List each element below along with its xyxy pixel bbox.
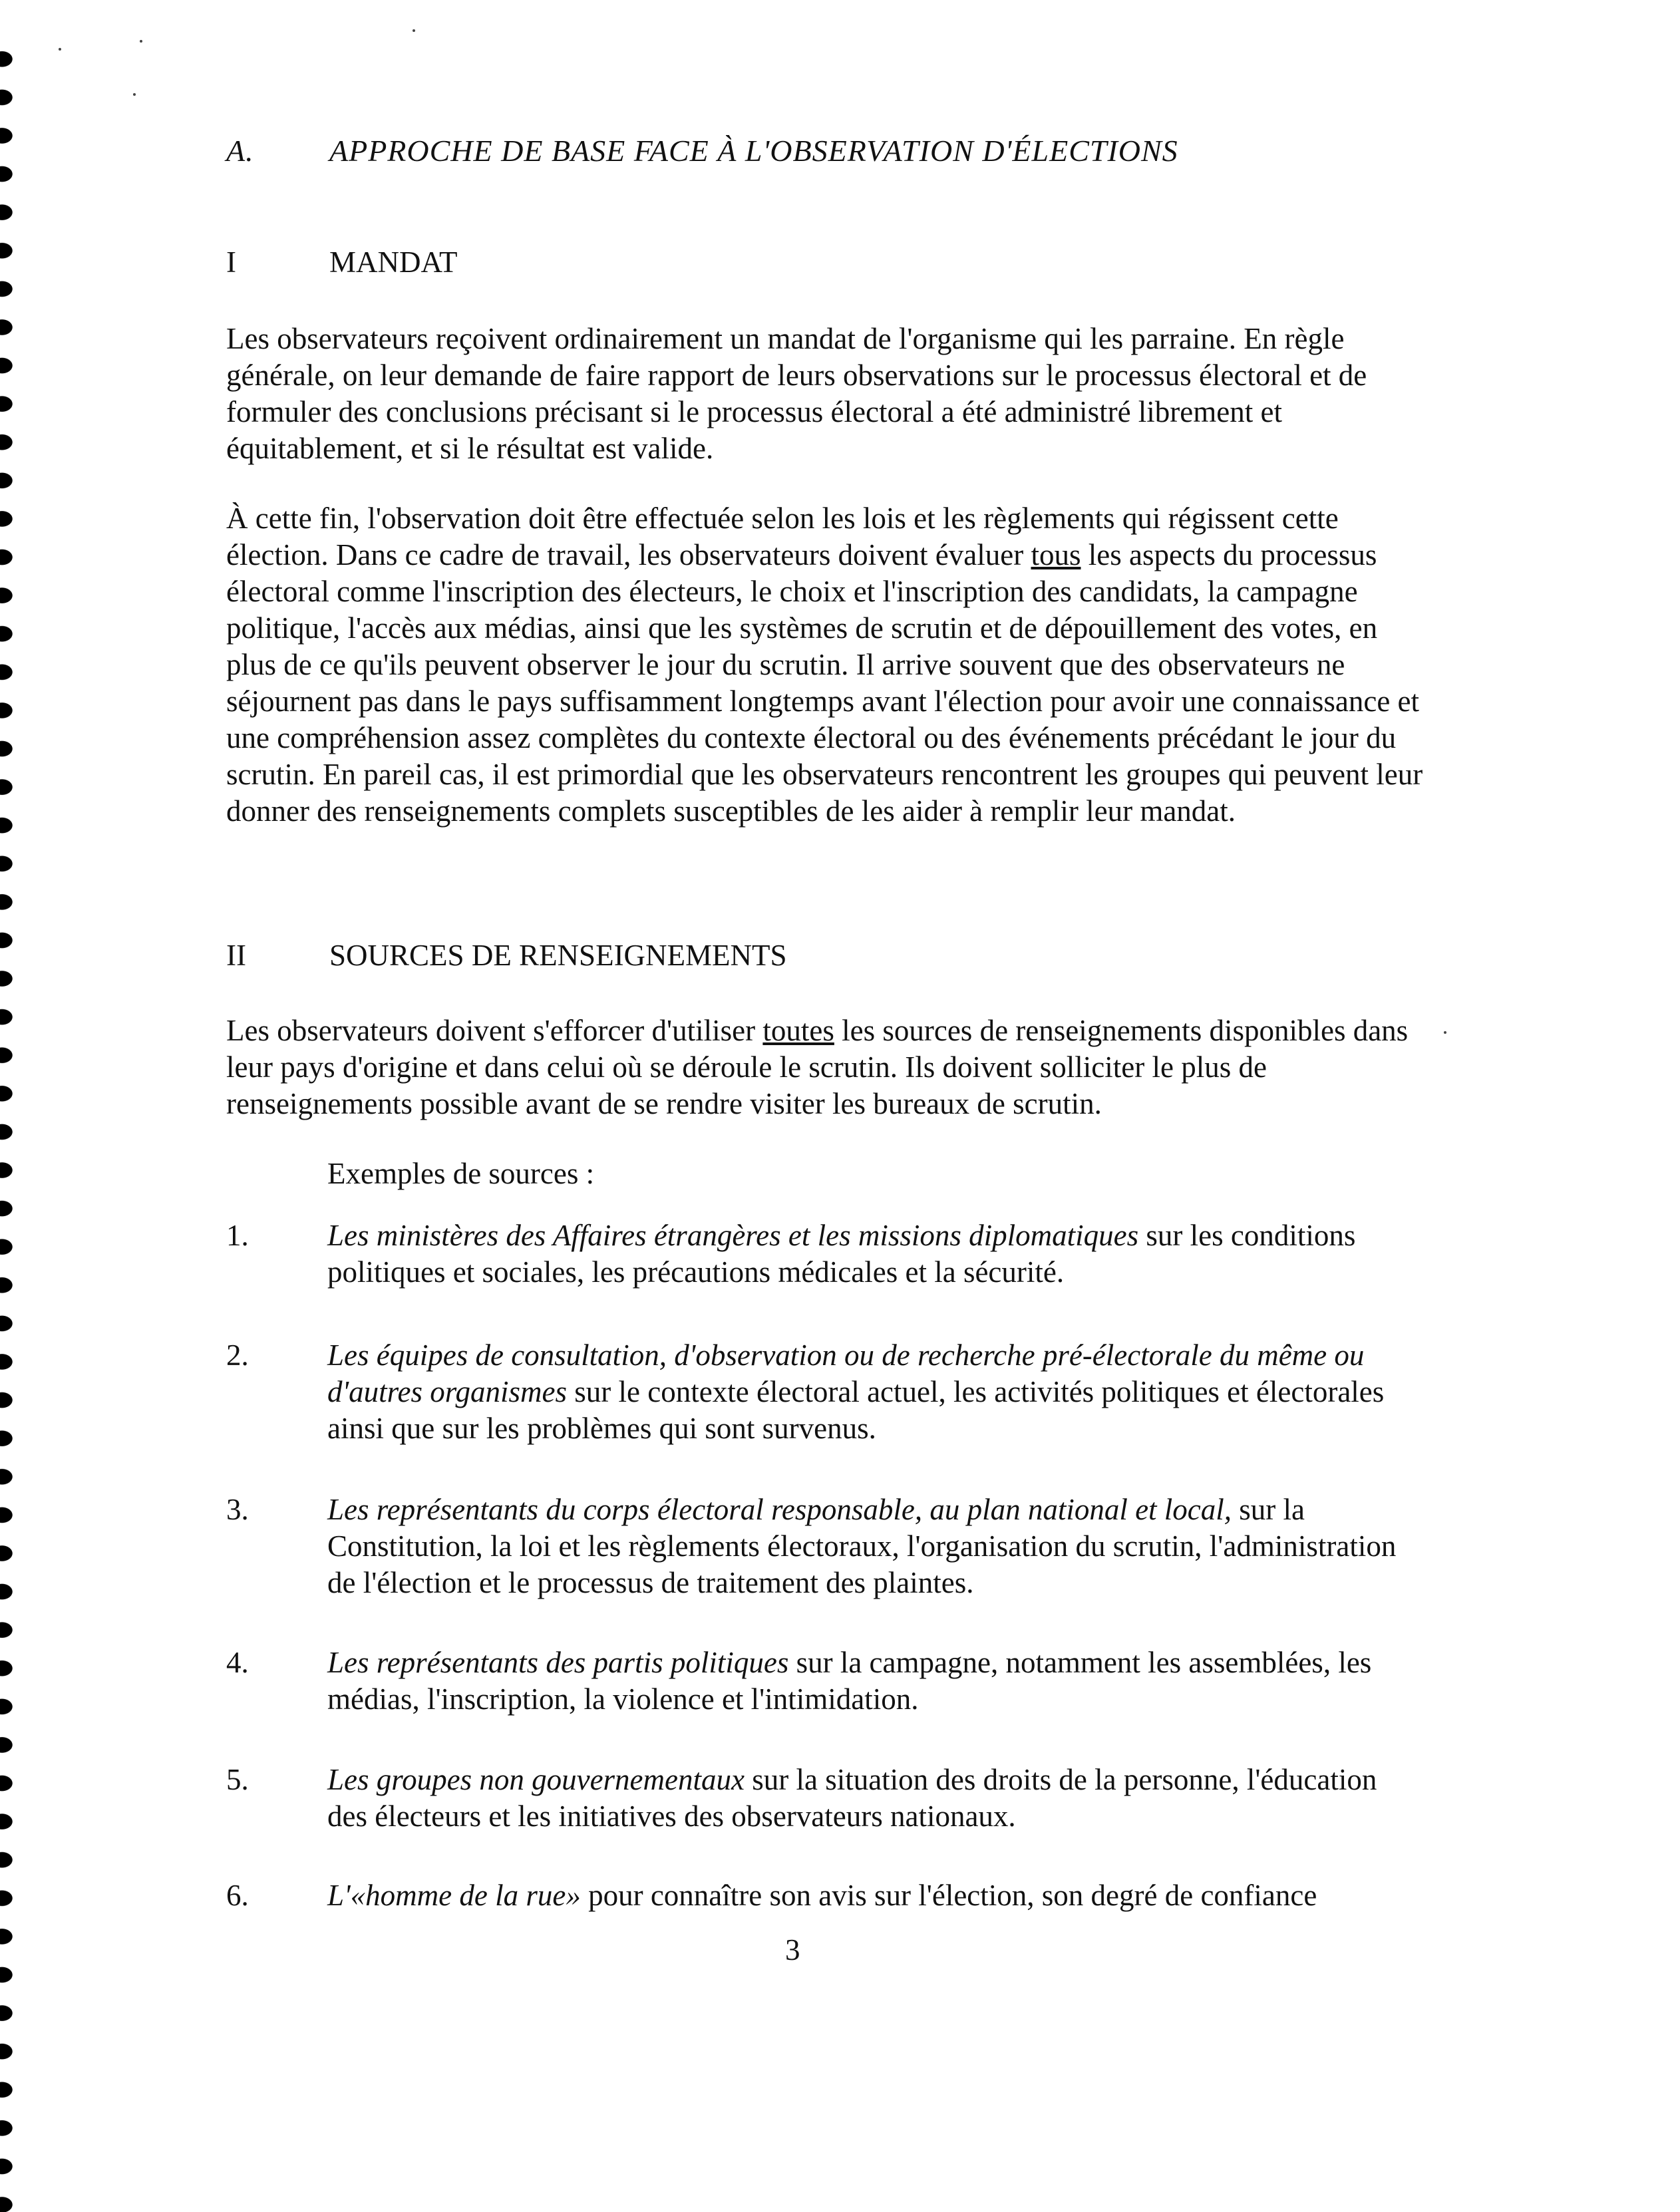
list-item-rest: sur la campagne, notamment les assemblées, les médias, l'inscription, la violence et l'intimidation. (327, 1646, 1372, 1716)
list-item (226, 1217, 1424, 1291)
underlined-word: tous (1031, 538, 1081, 571)
list-item-text (327, 1762, 1424, 1835)
list-item (226, 1337, 1424, 1447)
heading-title: APPROCHE DE BASE FACE À L'OBSERVATION D'ÉLECTIONS (329, 134, 1178, 168)
paragraph-mandat-1: Les observateurs reçoivent ordinairement un mandat de l'organisme qui les parraine. En règle générale, on leur demande de faire rapport de leurs observations sur le processus électoral et de formuler des conclusions précisant si le processus électoral a été administré librement et équitablement, et si le résultat est valide. (226, 322, 1367, 465)
paragraph-text: Les observateurs doivent s'efforcer d'utiliser (226, 1014, 763, 1047)
paragraph-mandat-2 (226, 500, 1424, 830)
list-item-text (327, 1337, 1424, 1447)
list-item-lead: Les représentants du corps électoral responsable, au plan national et local, (327, 1493, 1232, 1526)
list-item (226, 1492, 1424, 1601)
list-item (226, 1762, 1424, 1835)
list-item (226, 1877, 1424, 1914)
section-title-sources (226, 938, 787, 973)
list-item-text (327, 1492, 1424, 1601)
list-item-number: 5. (226, 1763, 249, 1796)
list-item (226, 1645, 1424, 1718)
section-heading-a (226, 133, 1178, 168)
section-number: II (226, 939, 246, 972)
section-title-text: MANDAT (329, 245, 458, 279)
page-number: 3 (785, 1933, 800, 1967)
scan-speck (59, 48, 61, 51)
list-item-rest: sur la Constitution, la loi et les règlements électoraux, l'organisation du scrutin, l'administration de l'élection et le processus de traitement des plaintes. (327, 1493, 1397, 1599)
list-item-text (327, 1645, 1424, 1718)
list-item-number: 1. (226, 1219, 249, 1252)
section-title-mandat (226, 245, 458, 279)
list-item-lead: Les équipes de consultation, d'observation ou de recherche pré-électorale du même ou d'autres organismes (327, 1339, 1365, 1408)
paragraph-text: les sources de renseignements disponibles dans leur pays d'origine et dans celui où se déroule le scrutin. Ils doivent solliciter le plus de renseignements possible avant de se rendre visiter les bureaux de scrutin. (226, 1014, 1409, 1120)
list-item-number: 6. (226, 1879, 249, 1912)
underlined-word: toutes (762, 1014, 834, 1047)
list-item-number: 3. (226, 1493, 249, 1526)
scan-speck (413, 29, 415, 32)
list-item-rest: sur la situation des droits de la personne, l'éducation des électeurs et les initiatives des observateurs nationaux. (327, 1763, 1377, 1833)
list-item-lead: L'«homme de la rue» (327, 1879, 581, 1912)
examples-label: Exemples de sources : (327, 1157, 595, 1190)
list-item-rest: sur le contexte électoral actuel, les activités politiques et électorales ainsi que sur les problèmes qui sont survenus. (327, 1375, 1385, 1445)
list-item-text (327, 1877, 1424, 1914)
list-item-lead: Les groupes non gouvernementaux (327, 1763, 745, 1796)
list-item-lead: Les représentants des partis politiques (327, 1646, 789, 1679)
section-title-text: SOURCES DE RENSEIGNEMENTS (329, 939, 787, 972)
paragraph-sources (226, 1013, 1424, 1122)
list-item-number: 2. (226, 1339, 249, 1372)
list-item-number: 4. (226, 1646, 249, 1679)
list-item-lead: Les ministères des Affaires étrangères et les missions diplomatiques (327, 1219, 1139, 1252)
list-item-rest: sur les conditions politiques et sociales, les précautions médicales et la sécurité. (327, 1219, 1356, 1289)
section-number: I (226, 245, 236, 279)
scan-speck (133, 93, 136, 96)
list-item-text (327, 1217, 1424, 1291)
paragraph-text: les aspects du processus électoral comme l'inscription des électeurs, le choix et l'inscription des candidats, la campagne politique, l'accès aux médias, ainsi que les systèmes de scrutin et de dépouillement des votes, en plus de ce qu'ils peuvent observer le jour du scrutin. Il arrive souvent que des observateurs ne séjournent pas dans le pays suffisamment longtemps avant l'élection pour avoir une connaissance et une compréhension assez complètes du contexte électoral ou des événements précédant le jour du scrutin. En pareil cas, il est primordial que les observateurs rencontrent les groupes qui peuvent leur donner des renseignements complets susceptibles de les aider à remplir leur mandat. (226, 538, 1423, 828)
scan-speck (1444, 1031, 1446, 1034)
binding-holes (0, 40, 23, 2212)
list-item-rest: pour connaître son avis sur l'élection, son degré de confiance (580, 1879, 1317, 1912)
heading-letter: A. (226, 134, 254, 168)
paragraph-text: À cette fin, l'observation doit être effectuée selon les lois et les règlements qui régissent cette élection. Dans ce cadre de travail, les observateurs doivent évaluer (226, 502, 1339, 571)
scan-speck (140, 40, 142, 43)
